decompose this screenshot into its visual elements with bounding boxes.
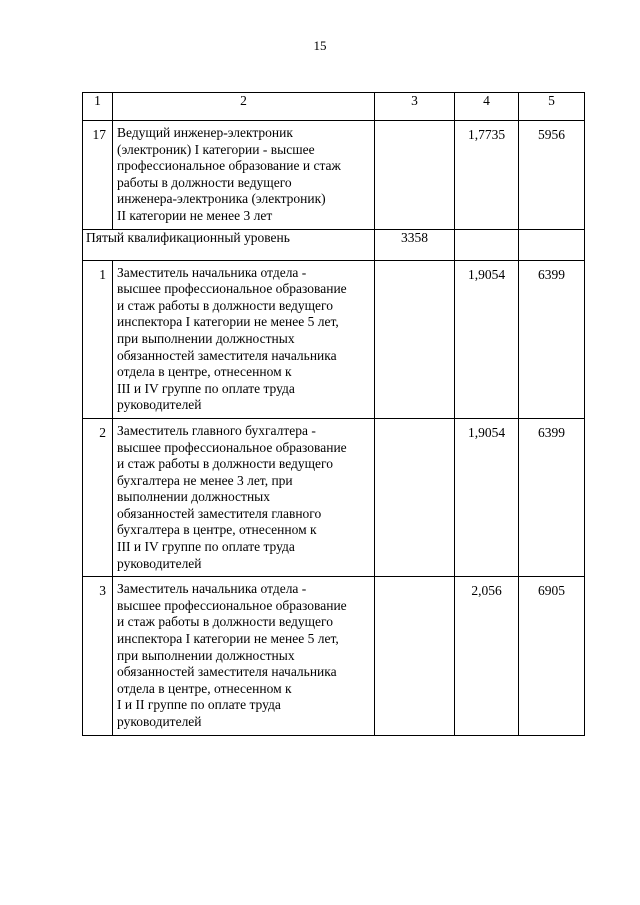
header-cell: 3 [375, 93, 455, 121]
salary-value: 6399 [519, 260, 585, 418]
table-row [83, 577, 585, 735]
header-cell: 4 [455, 93, 519, 121]
group-row [83, 229, 585, 260]
description-line: Ведущий инженер-электроник [117, 125, 293, 140]
description-line: отдела в центре, отнесенном к [117, 680, 292, 696]
header-cell: 5 [519, 93, 585, 121]
description-line: бухгалтера в центре, отнесенном к [117, 522, 317, 538]
description-line: профессиональное образование и стаж [117, 158, 341, 174]
position-description [113, 260, 375, 418]
description-line: и стаж работы в должности ведущего [117, 456, 333, 472]
row-number: 2 [83, 418, 113, 576]
description-line: обязанностей заместителя начальника [117, 664, 337, 680]
description-line: Заместитель главного бухгалтера - [117, 422, 316, 438]
description-line: высшее профессиональное образование [117, 281, 347, 297]
description-line: обязанностей заместителя главного [117, 505, 322, 521]
description-line: работы в должности ведущего [117, 174, 292, 190]
header-cell: 1 [83, 93, 113, 121]
position-description [113, 418, 375, 576]
column-3-value [375, 418, 455, 576]
coefficient-value: 1,9054 [455, 418, 519, 576]
description-line: обязанностей заместителя начальника [117, 347, 337, 363]
description-line: и стаж работы в должности ведущего [117, 614, 333, 630]
description-line: I и II группе по оплате труда [117, 697, 281, 713]
coefficient-value: 2,056 [455, 577, 519, 735]
group-label: Пятый квалификационный уровень [83, 229, 375, 260]
table-row [83, 260, 585, 418]
salary-value: 5956 [519, 121, 585, 230]
description-line: Заместитель начальника отдела - [117, 581, 307, 597]
description-line: высшее профессиональное образование [117, 597, 347, 613]
description-line: при выполнении должностных [117, 647, 295, 663]
description-line: отдела в центре, отнесенном к [117, 364, 292, 380]
description-line: инспектора I категории не менее 5 лет, [117, 314, 339, 330]
description-line: Заместитель начальника отдела - [117, 264, 307, 280]
salary-value: 6905 [519, 577, 585, 735]
description-line: руководителей [117, 714, 202, 729]
position-description [113, 577, 375, 735]
description-line: руководителей [117, 555, 202, 571]
description-line: II категории не менее 3 лет [117, 207, 273, 223]
description-line: инспектора I категории не менее 5 лет, [117, 631, 339, 647]
description-line: бухгалтера не менее 3 лет, при [117, 472, 293, 488]
column-3-value [375, 577, 455, 735]
description-line: инженера-электроника (электроник) [117, 191, 326, 207]
description-line: при выполнении должностных [117, 330, 295, 346]
page-number: 15 [313, 38, 327, 53]
table-row [83, 121, 585, 230]
salary-value: 6399 [519, 418, 585, 576]
header-cell: 2 [113, 93, 375, 121]
header-row [83, 93, 585, 121]
row-number: 1 [83, 260, 113, 418]
description-line: выполнении должностных [117, 489, 270, 505]
empty-cell [519, 229, 585, 260]
row-number: 17 [83, 121, 113, 230]
group-base-salary: 3358 [375, 229, 455, 260]
empty-cell [455, 229, 519, 260]
table-row [83, 418, 585, 576]
column-3-value [375, 260, 455, 418]
coefficient-value: 1,9054 [455, 260, 519, 418]
coefficient-value: 1,7735 [455, 121, 519, 230]
description-line: III и IV группе по оплате труда [117, 539, 295, 555]
description-line: (электроник) I категории - высшее [117, 141, 315, 157]
description-line: и стаж работы в должности ведущего [117, 297, 333, 313]
description-line: высшее профессиональное образование [117, 439, 347, 455]
position-description [113, 121, 375, 230]
description-line: руководителей [117, 397, 202, 413]
qualification-table [82, 92, 585, 736]
column-3-value [375, 121, 455, 230]
description-line: III и IV группе по оплате труда [117, 380, 295, 396]
row-number: 3 [83, 577, 113, 735]
